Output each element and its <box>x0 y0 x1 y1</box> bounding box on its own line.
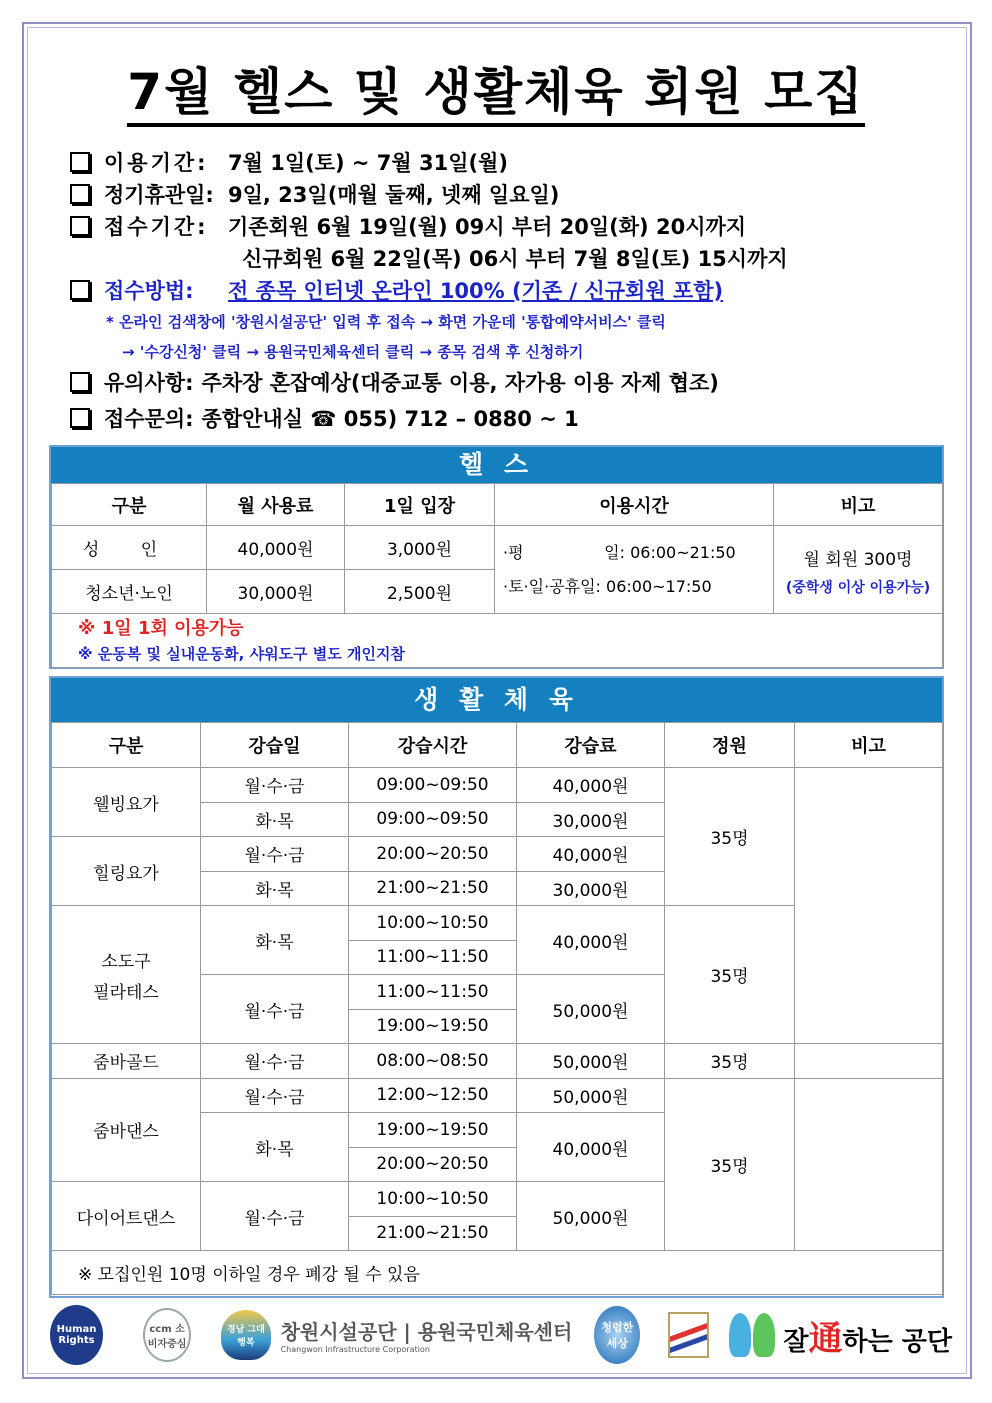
table-row: 21:00~21:50 <box>52 1216 943 1251</box>
mascot-icon <box>729 1313 775 1357</box>
table-row: 19:00~19:50 <box>52 1009 943 1044</box>
life-footnote-row: ※ 모집인원 10명 이하일 경우 폐강 될 수 있음 <box>52 1251 943 1295</box>
table-row: 월·수·금 11:00~11:50 50,000원 <box>52 975 943 1010</box>
checkbox-icon <box>70 152 90 172</box>
table-row: 성 인 40,000원 3,000원 ·평 일: 06:00~21:50 ·토·일·공휴일: 06:00~17:50 월 회원 300명 (중학생 이상 이용가능) <box>52 526 943 570</box>
page-title: 7월 헬스 및 생활체육 회원 모집 <box>0 52 992 124</box>
table-row: 웰빙요가 월·수·금 09:00~09:50 40,000원 35명 <box>52 768 943 803</box>
human-rights-logo: Human Rights <box>50 1305 103 1365</box>
info-closed: 정기휴관일: 9일, 23일(매월 둘째, 넷째 일요일) <box>70 178 950 210</box>
table-row: 소도구 필라테스 화·목 10:00~10:50 40,000원 35명 <box>52 906 943 941</box>
info-period: 이용기간: 7월 1일(토) ~ 7월 31일(월) <box>70 146 950 178</box>
clean-world-logo: 청렴한 세상 <box>594 1306 640 1364</box>
slogan: 잘通하는 공단 <box>783 1318 952 1359</box>
logo-bar <box>40 1302 952 1368</box>
table-row: 힐링요가 월·수·금 20:00~20:50 40,000원 <box>52 837 943 872</box>
corp-logo: 창원시설공단 | 용원국민체육센터 Changwon Infrastructure Corporation <box>280 1320 573 1354</box>
table-row: 다이어트댄스 월·수·금 10:00~10:50 50,000원 <box>52 1182 943 1217</box>
health-section <box>49 445 944 669</box>
ccm-logo: ccm 소비자중심 <box>143 1308 191 1362</box>
checkbox-icon <box>70 216 90 236</box>
table-row: 20:00~20:50 <box>52 1147 943 1182</box>
checkbox-icon <box>70 280 90 300</box>
health-warn-row: ※ 1일 1회 이용가능 ※ 운동복 및 실내운동화, 샤워도구 별도 개인지참 <box>52 614 943 668</box>
method-note-2: → '수강신청' 클릭 → 용원국민체육센터 클릭 → 종목 검색 후 신청하기 <box>122 342 584 361</box>
info-inquiry: 접수문의: 종합안내실 ☎ 055) 712 – 0880 ~ 1 <box>70 402 950 434</box>
info-section <box>70 146 950 434</box>
checkbox-icon <box>70 184 90 204</box>
flag-icon <box>668 1312 709 1358</box>
info-caution: 유의사항: 주차장 혼잡예상(대중교통 이용, 자가용 이용 자제 협조) <box>70 366 950 398</box>
table-row: 11:00~11:50 <box>52 940 943 975</box>
gyeongnam-logo: 경남 그대 행복 <box>221 1310 270 1360</box>
life-header-row: 구분 강습일 강습시간 강습료 정원 비고 <box>52 723 943 768</box>
checkbox-icon <box>70 408 90 428</box>
table-row: 화·목 19:00~19:50 40,000원 <box>52 1113 943 1148</box>
health-heading: 헬 스 <box>51 447 942 483</box>
table-row: 화·목 09:00~09:50 30,000원 <box>52 802 943 837</box>
checkbox-icon <box>70 372 90 392</box>
table-row: 줌바댄스 월·수·금 12:00~12:50 50,000원 35명 <box>52 1078 943 1113</box>
health-hours: ·평 일: 06:00~21:50 ·토·일·공휴일: 06:00~17:50 <box>495 526 774 614</box>
table-row: 줌바골드 월·수·금 08:00~08:50 50,000원 35명 <box>52 1044 943 1079</box>
method-note-1: * 온라인 검색창에 '창원시설공단' 입력 후 접속 → 화면 가운데 '통합예약서비스' 클릭 <box>106 312 666 331</box>
health-table <box>51 483 943 668</box>
info-reception-line2: 신규회원 6월 22일(목) 06시 부터 7월 8일(토) 15시까지 <box>242 247 788 271</box>
table-row: 청소년·노인 30,000원 2,500원 <box>52 570 943 614</box>
health-header-row: 구분 월 사용료 1일 입장 이용시간 비고 <box>52 484 943 526</box>
life-table <box>51 722 943 1295</box>
table-row: 화·목 21:00~21:50 30,000원 <box>52 871 943 906</box>
life-section <box>49 676 944 1298</box>
life-heading: 생 활 체 육 <box>51 678 942 722</box>
info-method: 접수방법: 전 종목 인터넷 온라인 100% (기존 / 신규회원 포함) <box>70 274 950 306</box>
info-reception: 접수기간: 기존회원 6월 19일(월) 09시 부터 20일(화) 20시까지 <box>70 210 950 242</box>
health-note: 월 회원 300명 (중학생 이상 이용가능) <box>774 526 943 614</box>
